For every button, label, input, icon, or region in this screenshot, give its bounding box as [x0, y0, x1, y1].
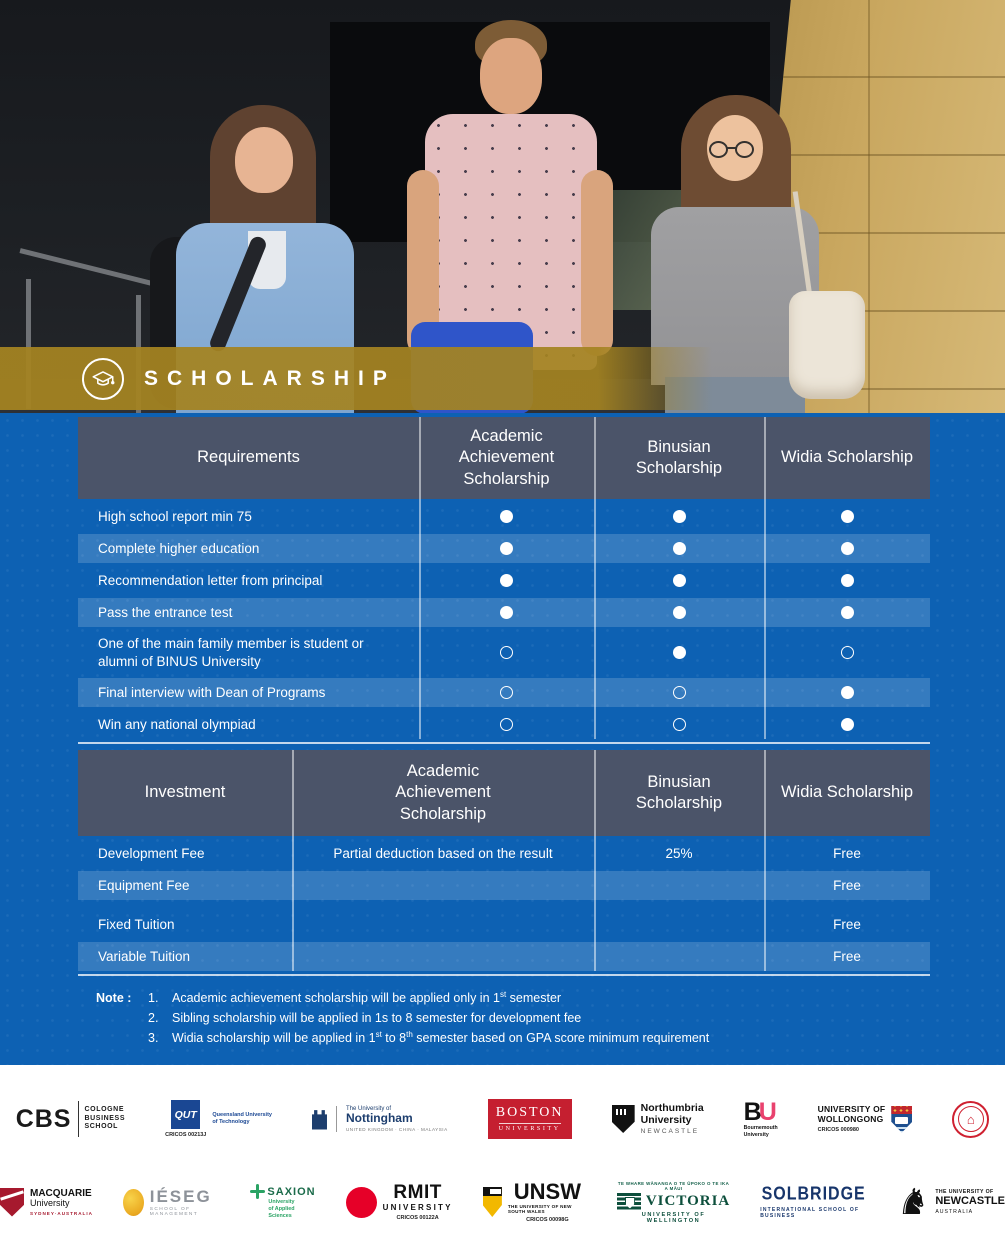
- partner-logo-rmit: [346, 1183, 453, 1221]
- requirement-label: Recommendation letter from principal: [98, 572, 323, 588]
- mark-cell: [764, 574, 930, 587]
- logo-text: Queensland University: [212, 1111, 272, 1118]
- logo-text: NEWCASTLE: [935, 1195, 1005, 1208]
- logo-text: IÉSEG: [149, 1186, 212, 1206]
- filled-circle-icon: [500, 574, 513, 587]
- white-handbag: [789, 291, 865, 399]
- filled-circle-icon: [500, 606, 513, 619]
- scholarship-banner: [0, 347, 712, 410]
- horse-head-icon: ♞: [897, 1181, 930, 1222]
- logo-text: THE UNIVERSITY OF NEW SOUTH WALES: [507, 1204, 572, 1214]
- logo-text: VICTORIA: [645, 1193, 731, 1209]
- column-header: Academic Achievement Scholarship: [395, 761, 491, 823]
- requirement-row: [78, 598, 930, 627]
- student-center-arm: [581, 170, 613, 356]
- partner-logo-newcastle: [897, 1181, 1005, 1222]
- glasses-icon: [709, 141, 728, 158]
- logo-text: NEWCASTLE: [640, 1128, 700, 1136]
- partner-logo-solbridge: [760, 1186, 867, 1219]
- castle-icon: [312, 1109, 327, 1130]
- mark-cell: [594, 542, 764, 555]
- requirement-row: [78, 502, 930, 531]
- investment-table-header: [78, 750, 930, 836]
- cricos-code: CRICOS 00213J: [165, 1132, 207, 1138]
- investment-table: [78, 750, 930, 976]
- investment-value: [292, 920, 594, 930]
- investment-row: [78, 910, 930, 939]
- partner-logo-bournemouth: [743, 1097, 778, 1139]
- mark-cell: [594, 686, 764, 699]
- mark-cell: [419, 646, 594, 659]
- filled-circle-icon: [500, 542, 513, 555]
- logo-text: UNIVERSITY: [382, 1203, 453, 1212]
- logo-text: U: [758, 1097, 777, 1126]
- student-center-face: [480, 38, 542, 114]
- column-header: Binusian Scholarship: [635, 437, 723, 477]
- boston-red-box: [488, 1099, 572, 1139]
- note-item-text: Academic achievement scholarship will be applied only in 1st semester: [172, 989, 562, 1005]
- logo-text: UNIVERSITY OF: [817, 1103, 886, 1114]
- logo-text: University: [30, 1198, 70, 1209]
- glasses-bridge: [726, 147, 736, 149]
- investment-value: [292, 881, 594, 891]
- logo-text: Northumbria: [640, 1101, 704, 1114]
- shield-icon: [483, 1187, 502, 1217]
- requirement-row: [78, 678, 930, 707]
- column-header: Requirements: [197, 448, 300, 467]
- filled-circle-icon: [841, 686, 854, 699]
- mark-cell: [419, 574, 594, 587]
- divider: [336, 1106, 337, 1132]
- open-circle-icon: [500, 646, 513, 659]
- victoria-crest-icon: [617, 1193, 641, 1211]
- partner-logo-northumbria: [612, 1103, 704, 1135]
- filled-circle-icon: [673, 574, 686, 587]
- partner-logo-red-seal: [952, 1101, 989, 1138]
- partner-logo-wollongong: [818, 1105, 913, 1134]
- partner-logo-qut: [165, 1100, 272, 1138]
- investment-value: 25%: [665, 846, 693, 861]
- mark-cell: [764, 686, 930, 699]
- note-item-text: Sibling scholarship will be applied in 1s to 8 semester for development fee: [172, 1011, 582, 1025]
- open-circle-icon: [673, 686, 686, 699]
- investment-value: Free: [833, 949, 861, 964]
- mark-cell: [764, 510, 930, 523]
- partner-logo-ieseg: [123, 1188, 220, 1217]
- shield-icon: [891, 1106, 912, 1133]
- logo-text: THE UNIVERSITY OF: [935, 1189, 994, 1196]
- investment-label: Fixed Tuition: [98, 916, 175, 932]
- requirement-label: Win any national olympiad: [98, 716, 256, 732]
- shield-icon: [612, 1105, 635, 1133]
- partner-logos-footer: [0, 1065, 1005, 1242]
- column-header: Widia Scholarship: [780, 448, 914, 467]
- investment-value: Free: [833, 846, 861, 861]
- cbs-wordmark: CBS: [15, 1104, 72, 1133]
- mark-cell: [594, 718, 764, 731]
- qut-square-icon: QUT: [171, 1100, 200, 1129]
- main-blue-section: [0, 413, 1005, 1065]
- partner-logo-unsw: [483, 1181, 587, 1223]
- note-item-text: Widia scholarship will be applied in 1st to 8th semester based on GPA score minimum requirement: [172, 1029, 710, 1045]
- cricos-code: CRICOS 00098G: [526, 1217, 569, 1223]
- logo-text: Bournemouth: [743, 1124, 778, 1131]
- rmit-circle-icon: [346, 1187, 377, 1218]
- requirement-row: [78, 566, 930, 595]
- filled-circle-icon: [841, 510, 854, 523]
- mark-cell: [764, 542, 930, 555]
- logo-text: SCHOOL OF MANAGEMENT: [149, 1206, 199, 1217]
- glasses-icon: [735, 141, 754, 158]
- investment-value: [594, 881, 764, 891]
- mark-cell: [419, 718, 594, 731]
- note-item-number: 2.: [148, 1011, 159, 1025]
- logo-text: of Technology: [212, 1119, 250, 1125]
- open-circle-icon: [500, 686, 513, 699]
- logo-text: INTERNATIONAL SCHOOL OF BUSINESS: [760, 1206, 860, 1219]
- logo-text: University: [743, 1131, 769, 1138]
- open-circle-icon: [673, 718, 686, 731]
- shield-icon: [0, 1188, 24, 1217]
- logo-text: UNIVERSITY: [499, 1123, 561, 1132]
- filled-circle-icon: [841, 574, 854, 587]
- logo-text: BUSINESS: [84, 1114, 126, 1122]
- note-item: [148, 1028, 709, 1048]
- globe-icon: [123, 1189, 144, 1216]
- investment-row: [78, 942, 930, 971]
- note-item-number: 3.: [148, 1031, 159, 1045]
- partner-logo-saxion: [250, 1184, 315, 1219]
- note-label: Note :: [96, 991, 132, 1005]
- mark-cell: [594, 646, 764, 659]
- partner-logo-cologne-business-school: [16, 1101, 125, 1137]
- logo-text: AUSTRALIA: [935, 1208, 974, 1215]
- partner-logo-macquarie: [0, 1188, 93, 1217]
- logo-text: TE WHARE WĀNANGA O TE ŪPOKO O TE IKA A MĀUI: [617, 1180, 730, 1191]
- note-list: [148, 988, 709, 1048]
- requirements-table: [78, 417, 930, 744]
- logo-text: SOLBRIDGE: [761, 1184, 866, 1204]
- investment-value: Free: [833, 878, 861, 893]
- note-item-number: 1.: [148, 991, 159, 1005]
- mark-cell: [594, 510, 764, 523]
- note-item: [148, 988, 709, 1008]
- column-header: Academic Achievement Scholarship: [458, 426, 555, 488]
- filled-circle-icon: [841, 606, 854, 619]
- mark-cell: [419, 542, 594, 555]
- partner-row-1: [0, 1091, 1005, 1147]
- note-block: [96, 988, 709, 1048]
- partner-logo-boston-university: [488, 1099, 572, 1139]
- banner-title: SCHOLARSHIP: [144, 366, 396, 390]
- logo-text: SCHOOL: [84, 1123, 119, 1131]
- investment-row: [78, 871, 930, 900]
- hero-photo: [0, 0, 1005, 413]
- star-icon: [250, 1184, 265, 1199]
- investment-value: Partial deduction based on the result: [333, 846, 553, 861]
- mark-cell: [594, 606, 764, 619]
- mark-cell: [419, 686, 594, 699]
- mark-cell: [594, 574, 764, 587]
- partner-logo-nottingham: [312, 1106, 448, 1133]
- filled-circle-icon: [673, 606, 686, 619]
- filled-circle-icon: [841, 718, 854, 731]
- filled-circle-icon: [673, 510, 686, 523]
- table-bottom-line: [78, 974, 930, 976]
- seal-icon: ⌂: [952, 1101, 989, 1138]
- logo-text: B: [743, 1097, 762, 1126]
- logo-text: Sciences: [268, 1212, 292, 1219]
- filled-circle-icon: [673, 542, 686, 555]
- mark-cell: [764, 606, 930, 619]
- filled-circle-icon: [500, 510, 513, 523]
- requirement-label: Complete higher education: [98, 540, 260, 556]
- divider: [78, 1101, 79, 1137]
- requirements-table-header: [78, 417, 930, 499]
- column-header: Binusian Scholarship: [635, 772, 723, 812]
- student-left-face: [235, 127, 293, 193]
- graduation-cap-icon: [82, 358, 124, 400]
- requirement-label: High school report min 75: [98, 508, 252, 524]
- mark-cell: [419, 606, 594, 619]
- cricos-code: CRICOS 00122A: [396, 1215, 439, 1221]
- table-bottom-line: [78, 742, 930, 744]
- column-header: Investment: [144, 783, 226, 802]
- logo-text: MACQUARIE: [30, 1188, 92, 1200]
- logo-text: of Applied: [268, 1206, 295, 1213]
- mark-cell: [764, 646, 930, 659]
- investment-value: [594, 952, 764, 962]
- investment-value: [594, 920, 764, 930]
- logo-text: UNIVERSITY OF WELLINGTON: [641, 1211, 706, 1224]
- partner-row-2: [0, 1171, 1005, 1233]
- logo-text: SAXION: [267, 1185, 316, 1198]
- requirement-label: Pass the entrance test: [98, 604, 233, 620]
- mark-cell: [419, 510, 594, 523]
- investment-value: Free: [833, 917, 861, 932]
- filled-circle-icon: [841, 542, 854, 555]
- investment-label: Variable Tuition: [98, 948, 191, 964]
- requirement-row: [78, 630, 930, 675]
- requirement-row: [78, 534, 930, 563]
- requirement-label: Final interview with Dean of Programs: [98, 684, 326, 700]
- open-circle-icon: [500, 718, 513, 731]
- cricos-code: CRICOS 000980: [817, 1127, 859, 1134]
- logo-text: University: [640, 1113, 692, 1126]
- logo-text: WOLLONGONG: [817, 1113, 884, 1124]
- logo-text: Nottingham: [345, 1110, 413, 1125]
- note-item: [148, 1008, 709, 1028]
- investment-row: [78, 839, 930, 868]
- open-circle-icon: [841, 646, 854, 659]
- column-header: Widia Scholarship: [780, 783, 914, 802]
- logo-text: RMIT: [393, 1182, 442, 1203]
- logo-text: BOSTON: [495, 1105, 564, 1120]
- logo-text: The University of: [345, 1105, 391, 1112]
- partner-logo-victoria-wellington: [617, 1181, 730, 1224]
- mark-cell: [764, 718, 930, 731]
- filled-circle-icon: [673, 646, 686, 659]
- logo-text: University: [268, 1199, 295, 1206]
- logo-text: COLOGNE: [84, 1105, 125, 1113]
- logo-text: SYDNEY·AUSTRALIA: [30, 1210, 93, 1216]
- investment-label: Equipment Fee: [98, 877, 190, 893]
- investment-label: Development Fee: [98, 845, 205, 861]
- logo-text: UNITED KINGDOM · CHINA · MALAYSIA: [345, 1127, 448, 1133]
- requirement-row: [78, 710, 930, 739]
- logo-text: UNSW: [513, 1179, 581, 1204]
- requirement-label: One of the main family member is student or alumni of BINUS University: [98, 636, 364, 669]
- investment-value: [292, 952, 594, 962]
